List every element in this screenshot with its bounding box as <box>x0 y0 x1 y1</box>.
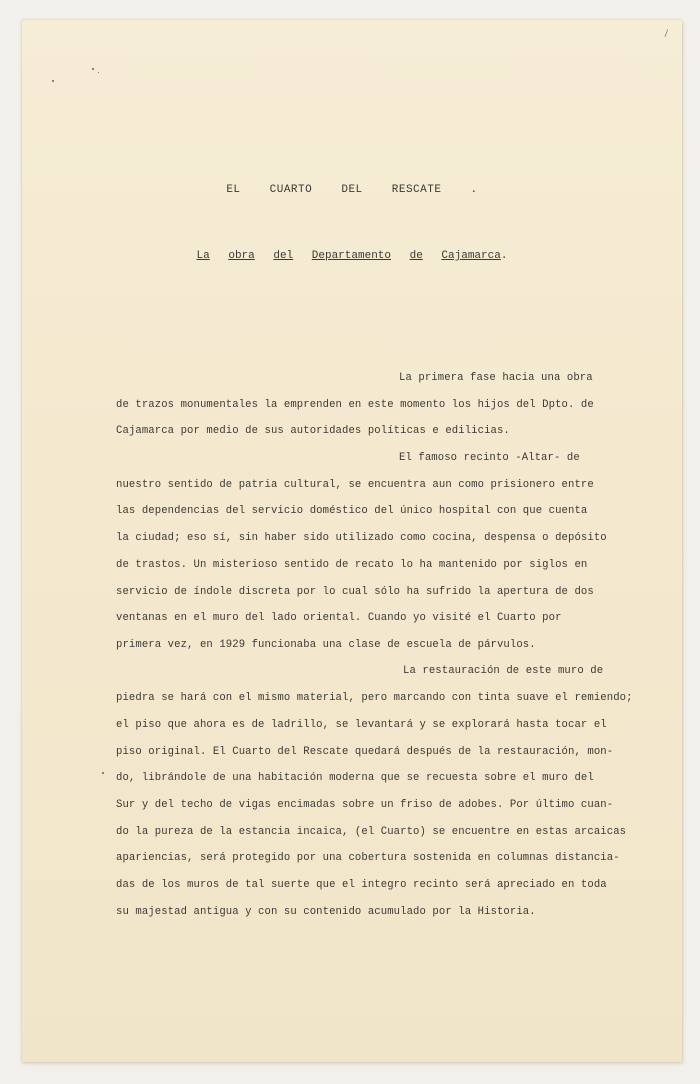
subtitle-word: La <box>196 250 210 262</box>
subtitle-word: Departamento <box>311 250 391 262</box>
document-title: EL CUARTO DEL RESCATE . <box>226 184 478 196</box>
paper-speck <box>52 80 54 82</box>
body-line: La restauración de este muro de <box>403 665 604 677</box>
body-line: do, librándole de una habitación moderna que se recuesta sobre el muro del <box>116 772 594 784</box>
page-mark: / <box>664 26 668 40</box>
body-line: piso original. El Cuarto del Rescate quedará después de la restauración, mon- <box>116 746 614 758</box>
paper-speck <box>102 772 104 774</box>
body-line: de trastos. Un misterioso sentido de recato lo ha mantenido por siglos en <box>116 559 588 571</box>
subtitle-word: del <box>273 250 294 262</box>
body-line: servicio de índole discreta por lo cual sólo ha sufrido la apertura de dos <box>116 586 594 598</box>
document-page <box>22 20 682 1062</box>
subtitle-word: obra <box>228 250 255 262</box>
body-line: El famoso recinto -Altar- de <box>399 452 580 464</box>
body-line: el piso que ahora es de ladrillo, se levantará y se explorará hasta tocar el <box>116 719 607 731</box>
body-line: do la pureza de la estancia incaica, (el Cuarto) se encuentre en estas arcaicas <box>116 826 627 838</box>
body-line: das de los muros de tal suerte que el integro recinto será apreciado en toda <box>116 879 607 891</box>
body-line: piedra se hará con el mismo material, pero marcando con tinta suave el remiendo; <box>116 692 633 704</box>
body-line: las dependencias del servicio doméstico del único hospital con que cuenta <box>116 505 588 517</box>
subtitle-end: . <box>500 250 508 262</box>
body-line: Cajamarca por medio de sus autoridades políticas e edilicias. <box>116 425 510 437</box>
body-line: su majestad antigua y con su contenido acumulado por la Historia. <box>116 906 536 918</box>
paper-speck <box>92 68 94 70</box>
body-line: de trazos monumentales la emprenden en este momento los hijos del Dpto. de <box>116 399 594 411</box>
document-subtitle <box>22 250 682 262</box>
body-line: La primera fase hacia una obra <box>399 372 593 384</box>
body-line: apariencias, será protegido por una cobertura sostenida en columnas distancia- <box>116 852 620 864</box>
subtitle-word: de <box>409 250 423 262</box>
body-line: la ciudad; eso sí, sin haber sido utilizado como cocina, despensa o depósito <box>116 532 607 544</box>
body-line: Sur y del techo de vigas encimadas sobre un friso de adobes. Por último cuan- <box>116 799 614 811</box>
subtitle-word: Cajamarca <box>441 250 501 262</box>
body-line: nuestro sentido de patria cultural, se encuentra aun como prisionero entre <box>116 479 594 491</box>
body-line: primera vez, en 1929 funcionaba una clase de escuela de párvulos. <box>116 639 536 651</box>
paper-speck <box>98 72 99 73</box>
body-line: ventanas en el muro del lado oriental. Cuando yo visité el Cuarto por <box>116 612 562 624</box>
